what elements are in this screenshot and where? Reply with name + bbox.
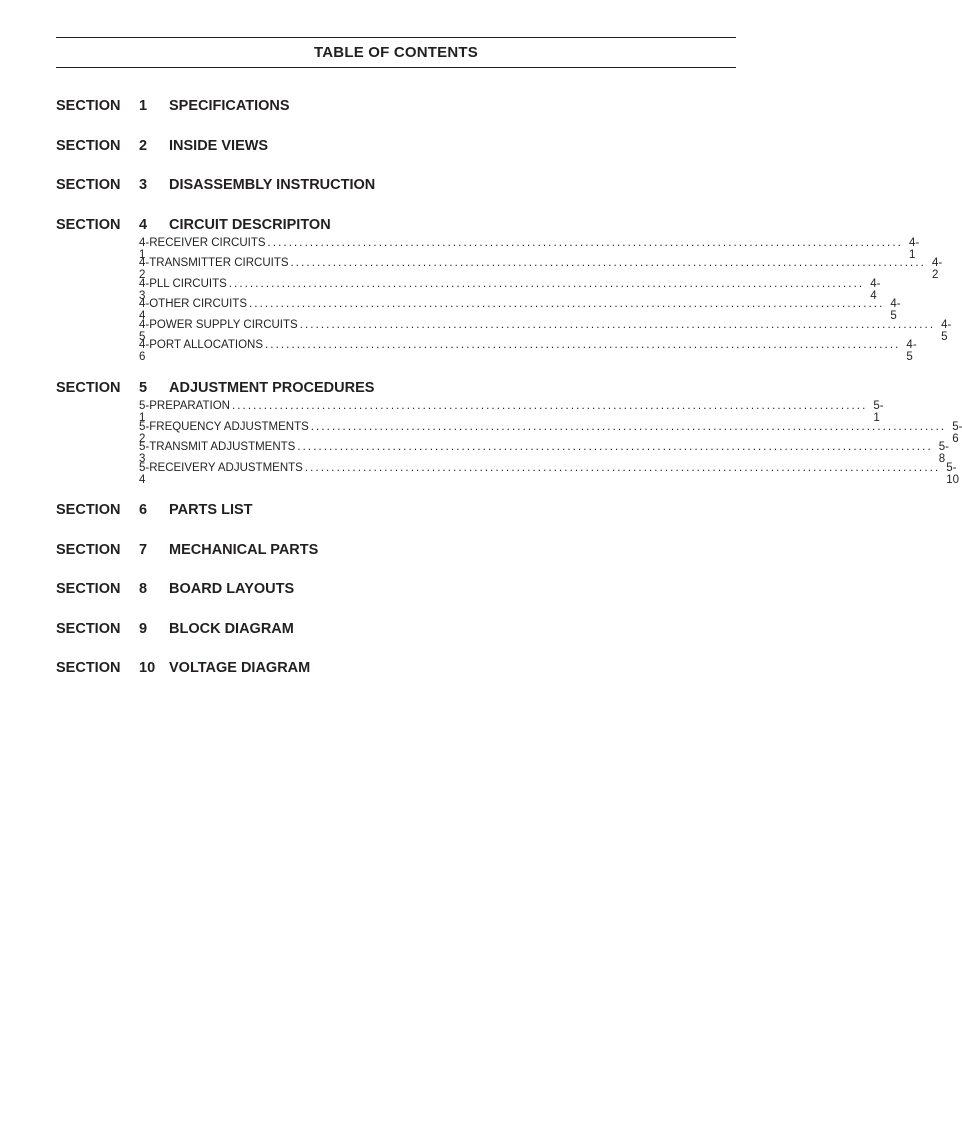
- section-heading[interactable]: [56, 660, 736, 684]
- subsection-entry[interactable]: [56, 441, 949, 466]
- subsection-title: TRANSMITTER CIRCUITS: [149, 257, 289, 270]
- section-number: 2: [139, 137, 148, 154]
- section-heading[interactable]: [56, 177, 736, 201]
- subsection-number: 4-3: [139, 277, 150, 302]
- subsection-entry[interactable]: [56, 236, 920, 261]
- dot-leader: ........................................................................................................................: [248, 298, 885, 311]
- toc-section: [56, 177, 736, 201]
- table-of-contents: [56, 98, 962, 684]
- page-number: 5-8: [938, 441, 949, 466]
- toc-section: [56, 98, 736, 122]
- subsection-number: 4-4: [139, 298, 150, 323]
- toc-section: [56, 542, 736, 566]
- subsection-title: POWER SUPPLY CIRCUITS: [149, 318, 298, 331]
- page-title: TABLE OF CONTENTS: [314, 44, 478, 61]
- section-number: 7: [139, 541, 148, 558]
- subsection-entry[interactable]: [56, 257, 943, 282]
- section-title: SPECIFICATIONS: [169, 98, 290, 114]
- dot-leader: ........................................................................................................................: [265, 339, 901, 352]
- page-number: 4-5: [906, 339, 917, 364]
- section-number: 4: [139, 216, 148, 233]
- section-number: 5: [139, 380, 148, 397]
- page-number: 4-4: [870, 277, 881, 302]
- toc-section: [56, 138, 736, 162]
- section-number: 10: [139, 660, 156, 677]
- subsection-number: 5-3: [139, 441, 150, 466]
- section-heading[interactable]: [56, 138, 736, 162]
- section-title: VOLTAGE DIAGRAM: [169, 660, 311, 677]
- subsection-entry[interactable]: [56, 318, 952, 343]
- section-title: INSIDE VIEWS: [169, 137, 269, 154]
- section-heading[interactable]: [56, 581, 736, 605]
- dot-leader: ........................................................................................................................: [290, 257, 926, 270]
- section-number: 9: [139, 620, 148, 637]
- subsection-title: PREPARATION: [149, 400, 230, 413]
- page-number: 4-5: [890, 298, 901, 323]
- page-number: 5-6: [952, 420, 962, 445]
- dot-leader: ........................................................................................................................: [231, 400, 868, 413]
- section-label: SECTION: [56, 380, 121, 397]
- section-number: 6: [139, 502, 148, 519]
- subsection-entry[interactable]: [56, 298, 901, 323]
- dot-leader: ........................................................................................................................: [304, 461, 941, 474]
- subsection-entry[interactable]: [56, 277, 881, 302]
- subsection-list: [56, 400, 962, 486]
- section-label: SECTION: [56, 502, 121, 519]
- section-label: SECTION: [56, 98, 121, 114]
- section-number: 3: [139, 177, 148, 193]
- page-number: 4-5: [941, 318, 952, 343]
- section-label: SECTION: [56, 660, 121, 677]
- subsection-title: FREQUENCY ADJUSTMENTS: [149, 420, 309, 433]
- dot-leader: ........................................................................................................................: [267, 236, 903, 249]
- section-label: SECTION: [56, 216, 121, 233]
- toc-header: [56, 37, 736, 68]
- section-label: SECTION: [56, 581, 121, 598]
- subsection-entry[interactable]: [56, 461, 960, 486]
- subsection-entry[interactable]: [56, 339, 917, 364]
- section-label: SECTION: [56, 541, 121, 558]
- page-number: 4-1: [908, 236, 920, 261]
- subsection-number: 4-2: [139, 257, 150, 282]
- toc-section: [56, 660, 736, 684]
- dot-leader: ........................................................................................................................: [310, 420, 947, 433]
- toc-section: [56, 216, 952, 364]
- dot-leader: ........................................................................................................................: [228, 277, 865, 290]
- subsection-title: TRANSMIT ADJUSTMENTS: [149, 441, 296, 454]
- page-number: 4-2: [931, 257, 943, 282]
- section-label: SECTION: [56, 137, 121, 154]
- section-title: PARTS LIST: [169, 502, 253, 519]
- subsection-title: PLL CIRCUITS: [149, 277, 227, 290]
- section-title: MECHANICAL PARTS: [169, 541, 319, 558]
- section-label: SECTION: [56, 177, 121, 193]
- subsection-title: RECEIVER CIRCUITS: [149, 236, 266, 249]
- section-title: DISASSEMBLY INSTRUCTION: [169, 177, 376, 193]
- dot-leader: ........................................................................................................................: [297, 441, 933, 454]
- subsection-entry[interactable]: [56, 420, 962, 445]
- section-heading[interactable]: [56, 621, 736, 645]
- toc-section: [56, 380, 962, 486]
- section-label: SECTION: [56, 620, 121, 637]
- toc-section: [56, 502, 736, 526]
- subsection-number: 4-1: [139, 236, 150, 261]
- section-title: BOARD LAYOUTS: [169, 581, 295, 598]
- section-heading[interactable]: [56, 98, 736, 122]
- dot-leader: ........................................................................................................................: [299, 318, 936, 331]
- toc-section: [56, 581, 736, 605]
- toc-section: [56, 621, 736, 645]
- subsection-list: [56, 236, 952, 364]
- subsection-number: 5-1: [139, 400, 150, 425]
- subsection-title: RECEIVERY ADJUSTMENTS: [149, 461, 303, 474]
- page-number: 5-10: [946, 461, 960, 486]
- subsection-entry[interactable]: [56, 400, 884, 425]
- section-title: BLOCK DIAGRAM: [169, 620, 294, 637]
- section-heading[interactable]: [56, 542, 736, 566]
- page-number: 5-1: [873, 400, 884, 425]
- section-number: 8: [139, 581, 148, 598]
- section-title: CIRCUIT DESCRIPITON: [169, 216, 331, 233]
- subsection-number: 5-4: [139, 461, 150, 486]
- section-number: 1: [139, 98, 148, 114]
- subsection-number: 5-2: [139, 420, 150, 445]
- subsection-title: PORT ALLOCATIONS: [149, 339, 263, 352]
- section-title: ADJUSTMENT PROCEDURES: [169, 380, 375, 397]
- subsection-title: OTHER CIRCUITS: [149, 298, 247, 311]
- subsection-number: 4-5: [139, 318, 150, 343]
- subsection-number: 4-6: [139, 339, 150, 364]
- section-heading[interactable]: [56, 502, 736, 526]
